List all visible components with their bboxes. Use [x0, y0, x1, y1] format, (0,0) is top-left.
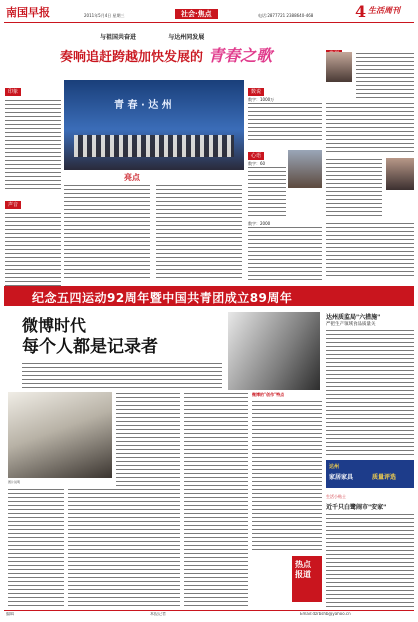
- mid-label-1: 数字：1000万: [248, 97, 275, 102]
- rb-headline-4: 近千只白鹭闹市"安家": [326, 504, 387, 511]
- right-text-4: [326, 222, 414, 278]
- tag-heart: 心语: [248, 152, 264, 160]
- mid-text-1: [248, 102, 322, 142]
- page-number: 4: [355, 2, 367, 21]
- footer-left: 编辑: [6, 612, 14, 616]
- footer-mid: 本报记者: [150, 612, 166, 616]
- banner-text: 纪念五四运动92周年暨中国共青团成立89周年: [32, 291, 293, 305]
- rb-headline-1: 达州质监局"六措施": [326, 314, 381, 321]
- left-column: [5, 78, 61, 278]
- weekly-title: 生活周刊: [368, 6, 400, 15]
- stage-photo: [64, 80, 244, 170]
- right-text-2: [326, 102, 414, 154]
- person-photo-1: [326, 52, 352, 82]
- footer-rule: [4, 610, 414, 611]
- right-bottom: [326, 312, 414, 608]
- mid-text-3: [248, 226, 322, 282]
- feature-title: [22, 316, 222, 358]
- mid-column: [248, 78, 322, 278]
- kicker-2: 与达州同发展: [168, 34, 205, 41]
- highlight-title: 亮点: [124, 173, 140, 182]
- rb-text-2: [326, 513, 414, 609]
- quote-label: 微博的"创作"特点: [252, 392, 285, 397]
- left-text-1: [5, 99, 61, 191]
- rb-headline-2: 严把生产领域食品质量关: [326, 322, 376, 327]
- left-text-2: [5, 212, 61, 296]
- right-text-1: [356, 52, 414, 100]
- feature-caption: 图片说明: [8, 480, 21, 484]
- kid-photo: [288, 150, 322, 188]
- tag-voice: 声音: [5, 201, 21, 209]
- rb-ad-3: 质量评选: [372, 474, 397, 481]
- feature-title-2: 每个人都是记录者: [22, 337, 158, 357]
- top-story-kicker: [100, 32, 320, 41]
- masthead-date: 2011年5月4日 星期三: [84, 13, 125, 18]
- kicker-1: 与祖国共奋进: [100, 34, 137, 41]
- highlight-col-right: [156, 184, 242, 279]
- masthead-rule: [4, 22, 414, 23]
- rb-ad-2: 家居家具: [329, 474, 354, 481]
- highlight-block: [64, 172, 244, 282]
- feature-title-1: 微博时代: [22, 316, 87, 335]
- highlight-col-left: [64, 184, 150, 279]
- quote-box: [252, 392, 322, 552]
- stage-banner-text: 青 春 · 达 州: [114, 100, 172, 111]
- section-tab: 社会·焦点: [175, 9, 218, 19]
- feature-photo-laptop: [8, 392, 112, 478]
- feature-photo-top: [228, 312, 320, 390]
- masthead: [0, 0, 418, 36]
- rb-headline-3: 生活小贴士: [326, 494, 346, 499]
- masthead-logo: 南国早报: [6, 6, 50, 19]
- top-story-headline: [60, 43, 330, 66]
- feature-col-3: [116, 392, 180, 606]
- tag-data: 数说: [248, 88, 264, 96]
- person-photo-2: [386, 158, 414, 190]
- tag-impression: 印象: [5, 88, 21, 96]
- right-text-3: [326, 158, 382, 218]
- rb-text-1: [326, 329, 414, 457]
- anniversary-banner: [4, 286, 414, 306]
- hot-report-text: 热点 报道: [295, 560, 311, 579]
- feature-col-4: [184, 392, 248, 606]
- stage-performers: [74, 135, 234, 157]
- mid-label-2: 数字：60: [248, 161, 266, 166]
- right-column: [326, 40, 414, 280]
- headline-text: 奏响追赶跨越加快发展的: [60, 50, 204, 65]
- feature-col-1: [8, 488, 64, 606]
- mid-text-2: [248, 166, 286, 218]
- feature-intro: [22, 362, 222, 388]
- hot-report-badge: [292, 556, 322, 602]
- rb-ad: [326, 460, 414, 488]
- quote-text: [252, 400, 322, 550]
- masthead-editor: 电话:2877721 2388640-468: [258, 13, 314, 18]
- footer-right: Email:dzrbshb@yahoo.cn: [300, 612, 351, 616]
- headline-emphasis: 青春之歌: [208, 46, 273, 65]
- mid-label-3: 数字：2000: [248, 221, 271, 226]
- rb-ad-1: 达州: [329, 464, 340, 470]
